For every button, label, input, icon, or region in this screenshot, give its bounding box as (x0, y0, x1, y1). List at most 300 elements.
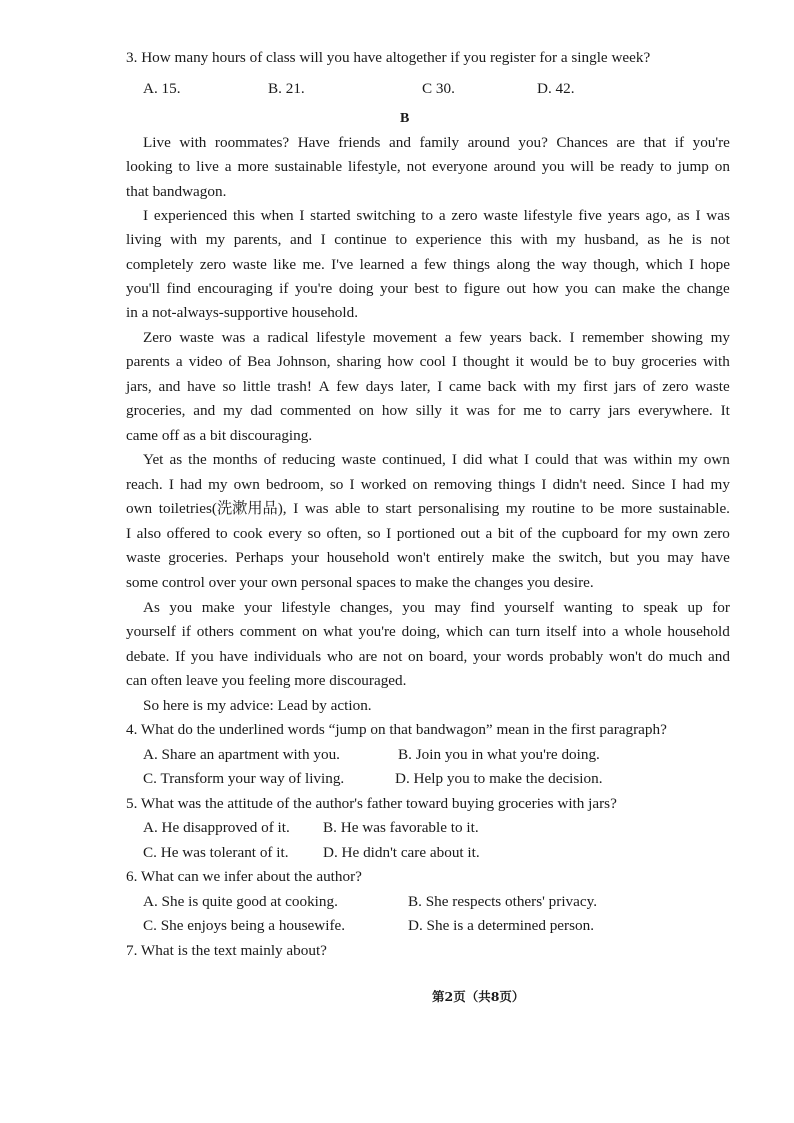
word: and (193, 402, 216, 419)
word: cool (419, 353, 446, 370)
word: I (671, 476, 677, 493)
word: my (205, 231, 226, 248)
word: waste (695, 378, 730, 395)
word: doing, (401, 623, 441, 640)
q7-stem: 7. What is the text mainly about? (126, 942, 327, 959)
word: family (419, 134, 460, 151)
word: lifestyle, (348, 158, 401, 175)
word: with (170, 231, 198, 248)
word: when (260, 207, 294, 224)
word: jars (614, 378, 637, 395)
word: way (561, 256, 587, 273)
word: didn't (552, 476, 587, 493)
passage-line (143, 330, 730, 345)
word: if (674, 134, 685, 151)
word: be (599, 500, 615, 517)
word: It (720, 402, 730, 419)
word: into (582, 623, 606, 640)
word: encouraging (197, 280, 273, 297)
q6-stem: 6. What can we infer about the author? (126, 868, 362, 885)
word: to (367, 500, 379, 517)
word: waste (232, 256, 267, 273)
word: I've (331, 256, 354, 273)
word: to (421, 207, 434, 224)
word: this (232, 207, 255, 224)
word: a (444, 329, 452, 346)
word: individuals (253, 648, 322, 665)
word: own (126, 500, 153, 517)
word: As (143, 599, 160, 616)
q4-option-c: C. Transform your way of living. (143, 770, 345, 787)
word: wanting (563, 599, 613, 616)
word: I (523, 451, 530, 468)
word: start (385, 500, 412, 517)
word: came (449, 378, 482, 395)
word: Live (143, 134, 171, 151)
word: radical (267, 329, 309, 346)
passage-line (143, 600, 730, 615)
word: changes, (339, 599, 393, 616)
word: may (667, 549, 694, 566)
word: Chances (556, 134, 608, 151)
word: won't (608, 648, 643, 665)
word: on (302, 623, 318, 640)
word: on (412, 476, 428, 493)
word: I (349, 476, 355, 493)
word: reach. (126, 476, 163, 493)
word: with (520, 231, 548, 248)
word: debate. (126, 648, 170, 665)
word: the (532, 549, 551, 566)
word: my (208, 476, 228, 493)
word: waste (179, 329, 214, 346)
word: I (451, 451, 457, 468)
word: portioned (396, 525, 455, 542)
word: and (158, 378, 181, 395)
passage-line (126, 379, 730, 394)
word: to (659, 158, 672, 175)
word: for (712, 599, 730, 616)
word: around (467, 134, 510, 151)
word: every (268, 525, 302, 542)
word: little (242, 378, 271, 395)
word: was (603, 451, 628, 468)
word: household (326, 549, 390, 566)
word: carry (569, 402, 601, 419)
word: on (358, 402, 375, 419)
word: household (667, 623, 730, 640)
word: your (380, 280, 408, 297)
word: reducing (282, 451, 336, 468)
word: I (541, 476, 547, 493)
word: the (188, 451, 207, 468)
word: so (222, 378, 237, 395)
word: zero (662, 378, 689, 395)
q3-option-a: A. 15. (143, 80, 181, 97)
word: others (196, 623, 234, 640)
passage-line: some control over your own personal spaces to make the changes you desire. (126, 574, 594, 591)
q6-option-a: A. She is quite good at cooking. (143, 893, 338, 910)
word: was (221, 329, 246, 346)
passage-line (126, 354, 730, 369)
q3-option-b: B. 21. (268, 80, 305, 97)
word: my (710, 329, 730, 346)
word: first (583, 378, 608, 395)
word: yourself (504, 599, 555, 616)
word: showing (651, 329, 703, 346)
word: jars, (126, 378, 152, 395)
word: it (515, 353, 524, 370)
word: won't (396, 549, 430, 566)
word: on (408, 648, 424, 665)
word: Perhaps (235, 549, 284, 566)
word: groceries. (168, 549, 228, 566)
word: for (497, 402, 516, 419)
word: how (387, 353, 414, 370)
word: Johnson, (276, 353, 331, 370)
word: make (622, 280, 656, 297)
word: like (273, 256, 297, 273)
q4-option-d: D. Help you to make the decision. (395, 770, 603, 787)
word: I (437, 378, 443, 395)
word: who (326, 648, 354, 665)
word: I (126, 525, 132, 542)
word: have (187, 378, 216, 395)
passage-line: in a not-always-supportive household. (126, 304, 358, 321)
word: but (609, 549, 630, 566)
word: I (320, 231, 326, 248)
word: sharing (336, 353, 382, 370)
word: waste (483, 207, 518, 224)
word: it (449, 402, 459, 419)
word: this (490, 231, 513, 248)
word: often, (326, 525, 362, 542)
word: lifestyle (281, 599, 331, 616)
word: out (506, 280, 527, 297)
word: personalising (418, 500, 500, 517)
word: the (537, 525, 557, 542)
q5-option-a: A. He disapproved of it. (143, 819, 290, 836)
passage-line (143, 135, 730, 150)
passage-line (126, 232, 730, 247)
word: video (188, 353, 223, 370)
word: need. (592, 476, 626, 493)
word: roommates? (214, 134, 290, 151)
word: days (365, 378, 394, 395)
word: me. (302, 256, 325, 273)
word: I (689, 256, 695, 273)
word: you're (358, 623, 396, 640)
word: a (252, 329, 260, 346)
word: as (169, 451, 183, 468)
word: my (223, 402, 243, 419)
word: thought (462, 353, 510, 370)
word: do (647, 648, 663, 665)
word: worked (360, 476, 407, 493)
word: on (714, 158, 730, 175)
word: you'll (126, 280, 160, 297)
word: around (493, 158, 536, 175)
word: I (299, 207, 305, 224)
word: back (487, 378, 517, 395)
word: figure (463, 280, 501, 297)
word: comment (239, 623, 297, 640)
word: will (570, 158, 595, 175)
word: for (623, 525, 642, 542)
word: that (574, 451, 598, 468)
word: my (505, 500, 526, 517)
q6-option-d: D. She is a determined person. (408, 917, 595, 934)
word: jump (677, 158, 709, 175)
word: are (358, 648, 378, 665)
word: up (687, 599, 703, 616)
passage-line (126, 624, 730, 639)
word: zero (703, 525, 730, 542)
passage-line: came off as a bit discouraging. (126, 427, 313, 444)
word: a (611, 623, 619, 640)
word: Have (297, 134, 330, 151)
word: to (622, 599, 634, 616)
word: board, (428, 648, 468, 665)
q5-stem: 5. What was the attitude of the author's father toward buying groceries with jars? (126, 795, 617, 812)
passage-line (143, 208, 730, 223)
word: had (180, 476, 202, 493)
word: I (168, 476, 174, 493)
word: switch, (558, 549, 603, 566)
word: more (237, 158, 269, 175)
passage-line (126, 526, 730, 541)
word: sustainable (274, 158, 343, 175)
word: routine (531, 500, 575, 517)
word: husband, (584, 231, 639, 248)
q5-option-d: D. He didn't care about it. (323, 844, 480, 861)
word: my (678, 451, 698, 468)
word: remember (582, 329, 644, 346)
word: doing (338, 280, 374, 297)
word: few (336, 378, 360, 395)
word: you're (294, 280, 333, 297)
word: words (506, 648, 544, 665)
word: could (535, 451, 569, 468)
word: and (290, 231, 312, 248)
word: how (532, 280, 559, 297)
word: groceries (641, 353, 697, 370)
word: looking (126, 158, 173, 175)
word: speak (643, 599, 678, 616)
word: of (228, 353, 242, 370)
word: of (642, 378, 656, 395)
word: probably (549, 648, 604, 665)
word: my (710, 476, 730, 493)
word: Bea (247, 353, 271, 370)
word: commented (280, 402, 351, 419)
word: be (599, 158, 615, 175)
word: started (310, 207, 351, 224)
word: me (523, 402, 542, 419)
passage-line (126, 403, 730, 418)
passage-line (126, 159, 730, 174)
word: so (329, 476, 344, 493)
word: offered (166, 525, 211, 542)
word: I (293, 500, 299, 517)
q5-option-c: C. He was tolerant of it. (143, 844, 289, 861)
word: can (594, 280, 616, 297)
word: everywhere. (638, 402, 713, 419)
word: not (710, 231, 730, 248)
q4-stem: 4. What do the underlined words “jump on that bandwagon” mean in the first paragraph? (126, 721, 667, 738)
q4-option-b: B. Join you in what you're doing. (398, 746, 600, 763)
word: as (647, 231, 661, 248)
word: ready (620, 158, 654, 175)
word: you (190, 648, 214, 665)
word: to (581, 500, 594, 517)
word: with (702, 353, 730, 370)
word: I (451, 353, 457, 370)
word: of (519, 525, 533, 542)
word: your (472, 648, 501, 665)
word: if (181, 623, 191, 640)
word: you (169, 599, 193, 616)
word: parents, (233, 231, 282, 248)
word: if (279, 280, 289, 297)
word: have (219, 648, 249, 665)
word: Yet (143, 451, 164, 468)
word: to (594, 353, 607, 370)
word: sustainable. (658, 500, 730, 517)
word: own (703, 451, 730, 468)
word: my (556, 378, 577, 395)
word: Since (631, 476, 666, 493)
word: though, (593, 256, 640, 273)
word: whole (624, 623, 662, 640)
q6-option-c: C. She enjoys being a housewife. (143, 917, 346, 934)
word: did (462, 451, 483, 468)
word: out (460, 525, 480, 542)
word: later, (400, 378, 431, 395)
word: A (318, 378, 330, 395)
word: bedroom, (265, 476, 324, 493)
word: a (410, 256, 418, 273)
word: what (323, 623, 353, 640)
word: the (661, 280, 681, 297)
word: not (382, 648, 403, 665)
word: how (381, 402, 409, 419)
word: years (607, 207, 640, 224)
word: you (565, 280, 589, 297)
word: are (616, 134, 635, 151)
word: that (643, 134, 667, 151)
word: few (459, 329, 482, 346)
word: which (645, 256, 683, 273)
word: movement (372, 329, 438, 346)
word: my (556, 231, 576, 248)
passage-line (126, 649, 730, 664)
word: learned (359, 256, 405, 273)
word: back. (529, 329, 562, 346)
word: waste (341, 451, 377, 468)
passage-line (143, 452, 730, 467)
passage-line: that bandwagon. (126, 183, 227, 200)
word: had (682, 476, 705, 493)
word: as (677, 207, 690, 224)
word: and (388, 134, 411, 151)
word: I (695, 207, 701, 224)
word: is (691, 231, 702, 248)
word: was (466, 402, 490, 419)
word: able (335, 500, 361, 517)
word: he (668, 231, 683, 248)
word: my (647, 525, 667, 542)
page-number-footer: 第2页（共8页） (432, 989, 525, 1004)
word: I (143, 207, 149, 224)
word: much (668, 648, 703, 665)
word: I (386, 525, 392, 542)
passage-line (126, 550, 730, 565)
word: experience (415, 231, 482, 248)
word: to (395, 231, 408, 248)
word: groceries, (126, 402, 186, 419)
word: experienced (153, 207, 228, 224)
word: a (175, 353, 183, 370)
word: Zero (143, 329, 172, 346)
word: live (196, 158, 219, 175)
word: not (406, 158, 427, 175)
word: own (672, 525, 699, 542)
word: within (633, 451, 673, 468)
q6-option-b: B. She respects others' privacy. (408, 893, 598, 910)
word: a (485, 525, 493, 542)
word: be (573, 353, 589, 370)
word: your (244, 599, 272, 616)
word: more (620, 500, 653, 517)
word: waste (126, 549, 161, 566)
word: to (178, 158, 191, 175)
word: you (636, 549, 660, 566)
word: If (175, 648, 186, 665)
word: silly (415, 402, 443, 419)
word: five (578, 207, 602, 224)
word: and (708, 648, 730, 665)
word: make (201, 599, 235, 616)
word: may (434, 599, 461, 616)
word: you (402, 599, 426, 616)
passage-line: can often leave you feeling more discouraged. (126, 672, 407, 689)
word: the (536, 256, 556, 273)
word: make (491, 549, 525, 566)
passage-line (126, 501, 730, 516)
word: living (126, 231, 162, 248)
word: continued, (382, 451, 446, 468)
word: was (304, 500, 329, 517)
word: few (423, 256, 447, 273)
word: of (263, 451, 277, 468)
word: friends (338, 134, 381, 151)
word: months (212, 451, 258, 468)
word: also (136, 525, 162, 542)
word: cupboard (561, 525, 619, 542)
word: lifestyle (316, 329, 366, 346)
word: own (233, 476, 260, 493)
word: removing (433, 476, 492, 493)
word: lifestyle (523, 207, 573, 224)
q3-stem: 3. How many hours of class will you have altogether if you register for a single week? (126, 49, 651, 66)
word: you're (692, 134, 730, 151)
word: a (438, 207, 446, 224)
section-label: B (400, 111, 410, 126)
word: turn (515, 623, 541, 640)
word: buy (612, 353, 636, 370)
passage-line (126, 257, 730, 272)
